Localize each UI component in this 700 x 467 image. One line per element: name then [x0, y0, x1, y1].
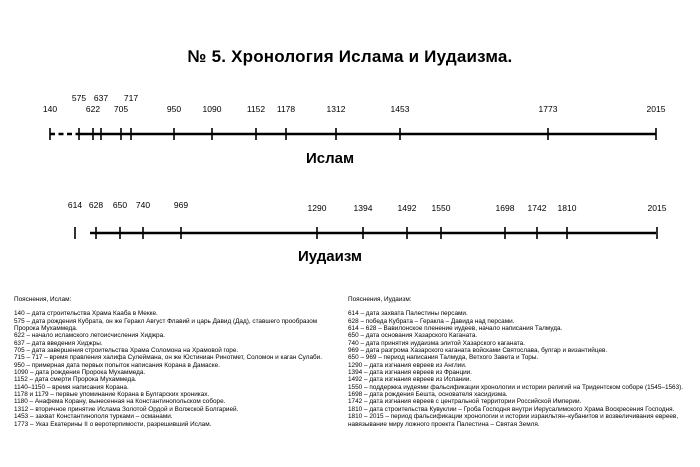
islam-note-item: 140 – дата строительства Храма Кааба в Мекке. — [14, 310, 158, 318]
islam-tick-label: 1152 — [246, 104, 266, 114]
islam-tick-label: 1773 — [538, 104, 558, 114]
islam-note-item: 1178 и 1179 – первые упоминание Корана в Булгарских хрониках. — [14, 391, 210, 399]
judaism-note-item: 1742 – дата изгнания евреев с центральной территории Российской Империи. — [348, 398, 582, 406]
judaism-tick-label: 1698 — [495, 203, 515, 213]
judaism-tick-label: 1550 — [431, 203, 451, 213]
judaism-note-item: 1550 – поддержка иудеями фальсификации хронологии и истории религий на Тридентском соборе (1545–1563). — [348, 383, 684, 391]
judaism-tick-label: 2015 — [647, 203, 667, 213]
judaism-tick-label: 628 — [88, 200, 104, 210]
islam-notes — [14, 296, 339, 428]
islam-note-item: 1312 – вторичное принятие Ислама Золотой Ордой и Волжской Болгарией. — [14, 405, 239, 413]
judaism-note-item: 1810 – дата строительства Кувуклии – Гроба Господня внутри Иерусалимского Храма Воскресения Господня. — [348, 405, 675, 413]
islam-label: Ислам — [306, 150, 355, 167]
judaism-note-item: 1698 – дата рождения Бешта, основателя хасидизма. — [348, 391, 508, 399]
islam-tick-label: 1453 — [390, 104, 410, 114]
islam-tick-label: 705 — [113, 104, 129, 114]
judaism-note-item: 740 – дата принятия иудаизма элитой Хазарского каганата. — [348, 339, 525, 347]
islam-note-item: 1140–1150 – время написания Корана. — [14, 383, 129, 391]
islam-tick-label: 1312 — [326, 104, 346, 114]
judaism-note-item: 1810 – 2015 – период фальсификации хронологии и истории израильтян–кубанитов и возвеличивания евреев, навязывание миру ложного проекта Палестина – Святая Земля. — [348, 413, 679, 428]
judaism-notes-header: Пояснения, Иудаизм: — [348, 296, 412, 303]
islam-tick-label: 1178 — [276, 104, 296, 114]
judaism-tick-label: 1290 — [307, 203, 327, 213]
page-title: № 5. Хронология Ислама и Иудаизма. — [187, 47, 513, 66]
judaism-notes — [348, 296, 693, 428]
islam-note-item: 950 – примерная дата первых попыток написания Корана в Дамаске. — [14, 361, 220, 369]
judaism-label: Иудаизм — [298, 248, 363, 265]
judaism-note-item: 614 – дата захвата Палестины персами. — [348, 310, 468, 318]
judaism-tick-label: 650 — [112, 200, 128, 210]
islam-tick-label: 1090 — [202, 104, 222, 114]
islam-tick-label: 637 — [93, 93, 109, 103]
judaism-tick-label: 969 — [173, 200, 189, 210]
islam-tick-label: 717 — [123, 93, 139, 103]
islam-note-item: 1152 – дата смерти Пророка Мухаммеда. — [14, 376, 137, 384]
islam-tick-label: 2015 — [646, 104, 666, 114]
judaism-note-item: 969 – дата разгрома Хазарского каганата войсками Святослава, булгар и византийцев. — [348, 347, 608, 355]
judaism-note-item: 1290 – дата изгнания евреев из Англии. — [348, 361, 467, 369]
islam-tick-label: 575 — [71, 93, 87, 103]
islam-note-item: 575 – дата рождения Кубрата, он же Геракл Август Флавий и царь Давид (Дад), ставшего прообразом Пророка Мухаммеда. — [14, 317, 318, 333]
islam-note-item: 637 – дата введения Хиджры. — [14, 339, 103, 347]
judaism-note-item: 628 – победа Кубрата – Геракла – Давида над персами. — [348, 317, 515, 325]
islam-timeline — [43, 93, 666, 140]
islam-note-item: 715 – 717 – время правления халифа Сулеймана, он же Юстиниан Ринотмет, Соломон и каган Сулаби. — [14, 354, 323, 362]
judaism-tick-label: 1810 — [557, 203, 577, 213]
islam-note-item: 705 – дата завершения строительства Храма Соломона на Храмовой горе. — [14, 347, 239, 355]
islam-note-item: 1090 – дата рождения Пророка Мухаммеда. — [14, 369, 146, 377]
judaism-note-item: 650 – 969 – период написания Талмуда, Ветхого Завета и Торы. — [348, 354, 539, 362]
judaism-tick-label: 1492 — [397, 203, 417, 213]
judaism-timeline — [68, 200, 667, 239]
judaism-tick-label: 1394 — [353, 203, 373, 213]
judaism-tick-label: 740 — [135, 200, 151, 210]
judaism-note-item: 1492 – дата изгнания евреев из Испании. — [348, 376, 472, 384]
islam-note-item: 1773 – Указ Екатерины II о веротерпимости, разрешивший Ислам. — [14, 420, 212, 428]
islam-note-item: 1453 – захват Константинополя турками – османами. — [14, 413, 173, 421]
judaism-note-item: 1394 – дата изгнания евреев из Франции. — [348, 369, 473, 377]
judaism-tick-label: 614 — [67, 200, 83, 210]
islam-tick-label: 140 — [42, 104, 58, 114]
islam-tick-label: 622 — [85, 104, 101, 114]
islam-note-item: 622 – начало исламского летоисчисления Хиджра. — [14, 332, 165, 340]
judaism-note-item: 614 – 628 – Вавилонское пленение иудеев, начало написания Талмуда. — [348, 325, 563, 333]
judaism-tick-label: 1742 — [527, 203, 547, 213]
islam-note-item: 1180 – Анафема Корану, вынесенная на Константинопольском соборе. — [14, 398, 226, 406]
islam-notes-header: Пояснения, Ислам: — [14, 296, 72, 303]
islam-tick-label: 950 — [166, 104, 182, 114]
judaism-note-item: 650 – дата основания Хазарского Каганата. — [348, 332, 478, 340]
